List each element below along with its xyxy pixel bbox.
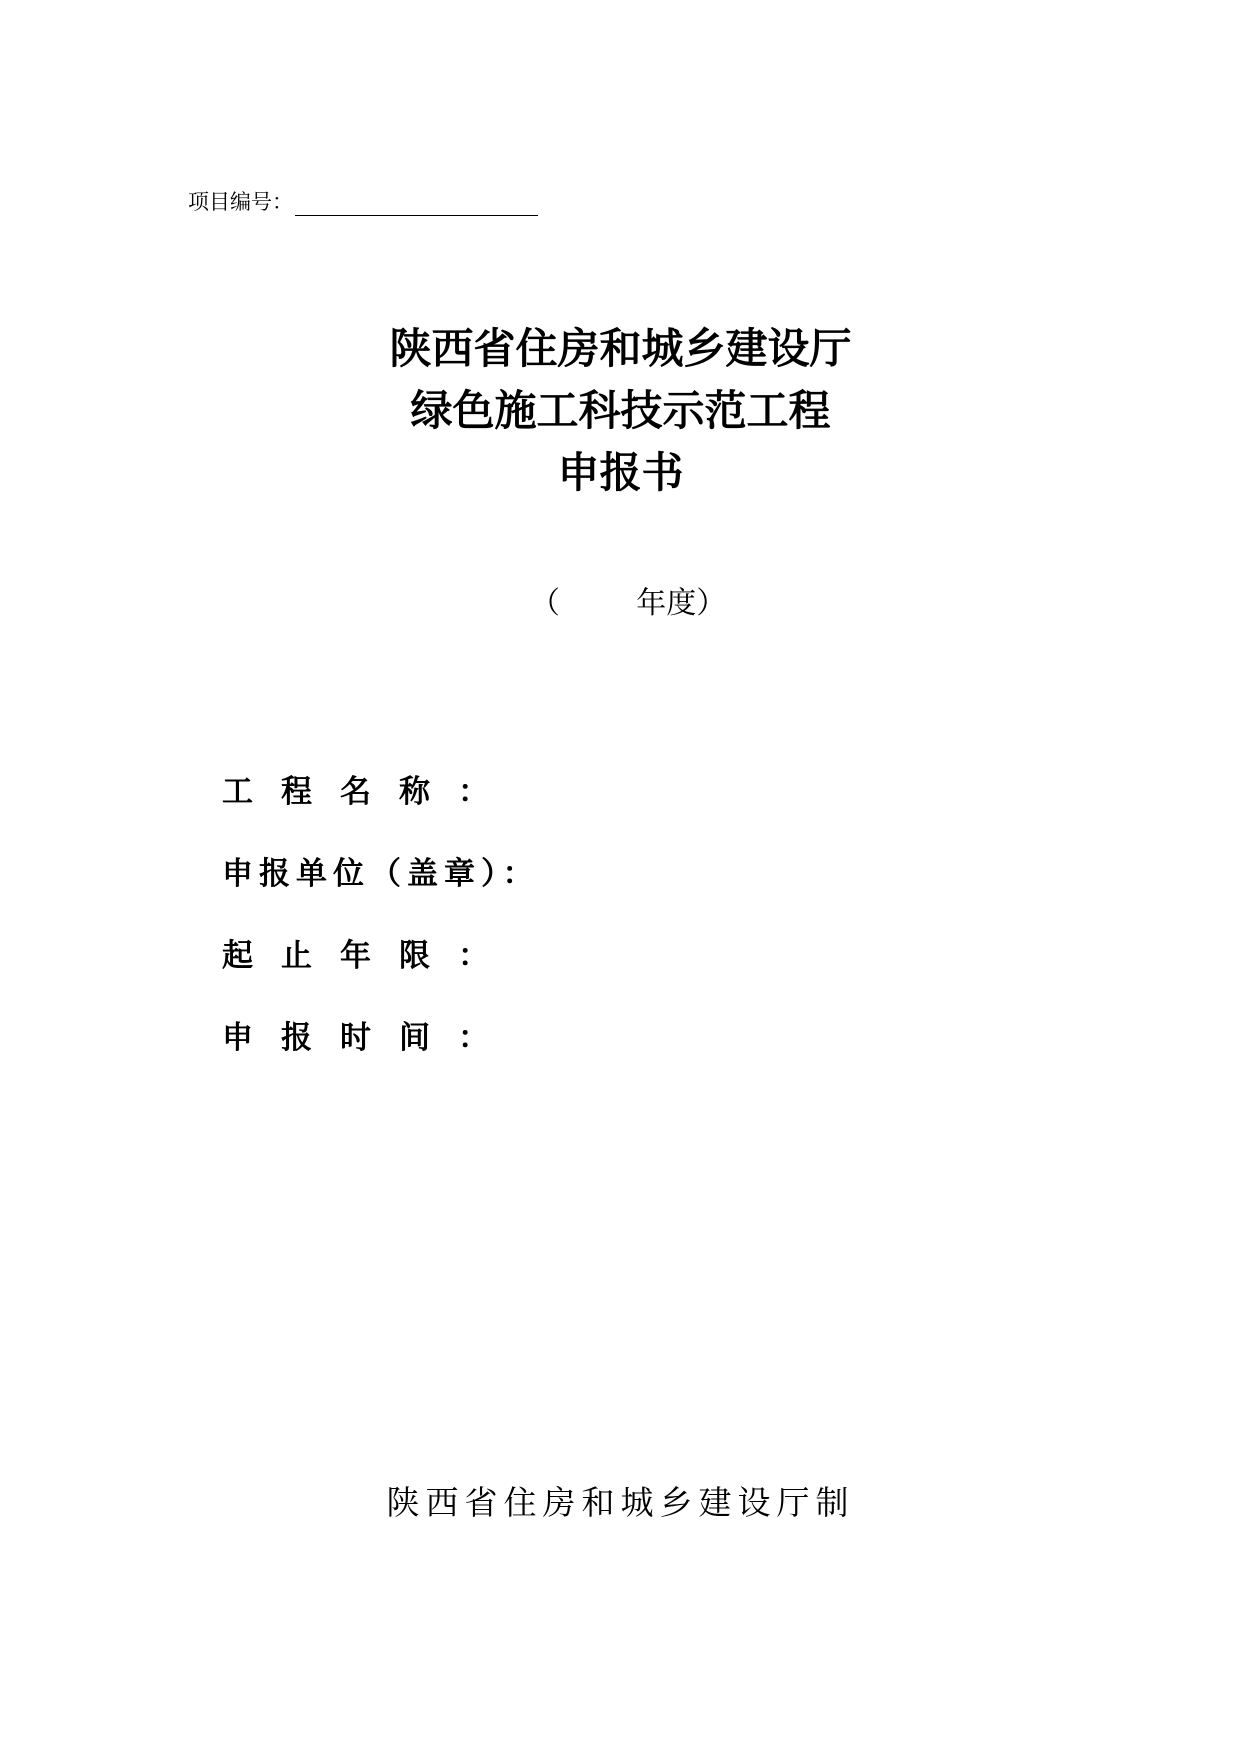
issuer-footer: 陕西省住房和城乡建设厅制 (386, 1483, 855, 1522)
project-number-label: 项目编号： (188, 190, 293, 214)
document-title (0, 318, 1241, 504)
title-line-1: 陕西省住房和城乡建设厅 (389, 324, 852, 373)
project-number-field (188, 184, 538, 216)
field-application-date: 申报时间： (222, 1020, 517, 1056)
field-duration: 起止年限： (222, 938, 517, 974)
title-line-3: 申报书 (557, 448, 684, 497)
field-applicant-unit: 申报单位（盖章）： (222, 856, 540, 892)
form-fields (222, 768, 540, 1096)
field-project-name: 工程名称： (222, 774, 517, 810)
project-number-blank-line (295, 189, 538, 216)
title-line-2: 绿色施工科技示范工程 (410, 386, 831, 435)
year-field: （ 年度） (530, 586, 727, 621)
